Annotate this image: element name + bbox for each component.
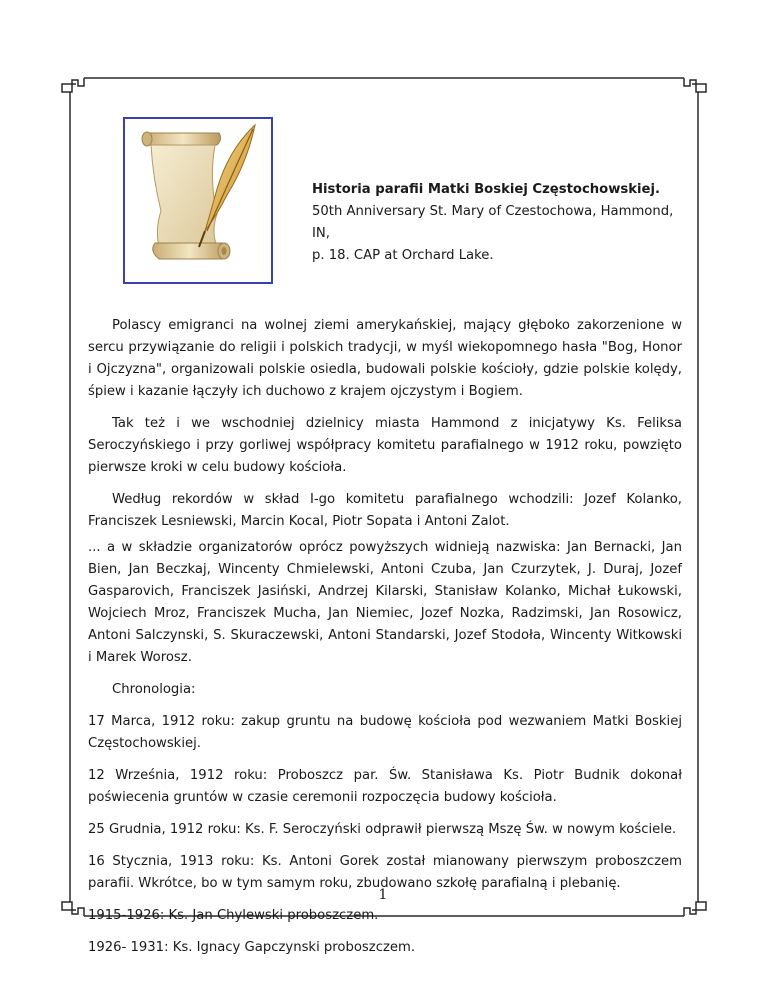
paragraph-hammond: Tak też i we wschodniej dzielnicy miasta Hammond z inicjatywy Ks. Feliksa Seroczyńskiego i przy gorliwej współpracy komitetu parafialnego w 1912 roku, powzięto pierwsze kroki w celu budowy kościoła.: [88, 416, 682, 475]
paragraph-organizers: ... a w składzie organizatorów oprócz powyższych widnieją nazwiska: Jan Bernacki, Jan Bien, Jan Beczkaj, Wincenty Chmielewski, Antoni Czuba, Jan Czurzytek, J. Duraj, Jozef Gasparovich, Franciszek Jasiński, Andrzej Kilarski, Stanisław Kolanko, Michał Łukowski, Wojciech Mroz, Franciszek Mucha, Jan Niemiec, Jozef Nozka, Radzimski, Jan Rosowicz, Antoni Salczynski, S. Skuraczewski, Antoni Standarski, Jozef Stodoła, Wincenty Witkowski i Marek Worosz.: [88, 540, 682, 665]
paragraph-committee: Według rekordów w skład I-go komitetu parafialnego wchodzili: Jozef Kolanko, Franciszek Lesniewski, Marcin Kocal, Piotr Sopata i Antoni Zalot.: [88, 492, 682, 529]
chronology-entry: 12 Września, 1912 roku: Proboszcz par. Św. Stanisława Ks. Piotr Budnik dokonał poświecenia gruntów w czasie ceremonii rozpoczęcia budowy kościoła.: [88, 768, 682, 805]
chronology-entry: 25 Grudnia, 1912 roku: Ks. F. Seroczyński odprawił pierwszą Mszę Św. w nowym kościele.: [88, 822, 677, 837]
source-citation-line: 50th Anniversary St. Mary of Czestochowa, Hammond, IN,: [312, 204, 674, 241]
source-caption: [312, 179, 692, 267]
chronology-heading: Chronologia:: [112, 682, 196, 697]
scroll-quill-image: [123, 117, 273, 284]
document-body: [88, 315, 682, 959]
chronology-entry: 16 Stycznia, 1913 roku: Ks. Antoni Gorek został mianowany pierwszym proboszczem parafii. Wkrótce, bo w tym samym roku, zbudowano szkołę parafialną i plebanię.: [88, 854, 682, 891]
document-title: Historia parafii Matki Boskiej Częstochowskiej.: [312, 182, 661, 197]
paragraph-intro: Polascy emigranci na wolnej ziemi amerykańskiej, mający głęboko zakorzenione w sercu przywiązanie do religii i polskich tradycji, w myśl wiekopomnego hasła "Bog, Honor i Ojczyzna", organizowali polskie osiedla, budowali polskie kościoły, gdzie polskie kolędy, śpiew i kazanie łączyły ich duchowo z krajem ojczystym i Bogiem.: [88, 318, 682, 399]
chronology-entry: 17 Marca, 1912 roku: zakup gruntu na budowę kościoła pod wezwaniem Matki Boskiej Częstochowskiej.: [88, 714, 682, 751]
chronology-entry: 1926- 1931: Ks. Ignacy Gapczynski proboszczem.: [88, 940, 416, 955]
chronology-entry: 1915-1926: Ks. Jan Chylewski proboszczem.: [88, 908, 379, 923]
source-page-line: p. 18. CAP at Orchard Lake.: [312, 248, 494, 263]
scroll-and-quill-icon: [125, 119, 271, 282]
page-number: 1: [378, 887, 388, 903]
